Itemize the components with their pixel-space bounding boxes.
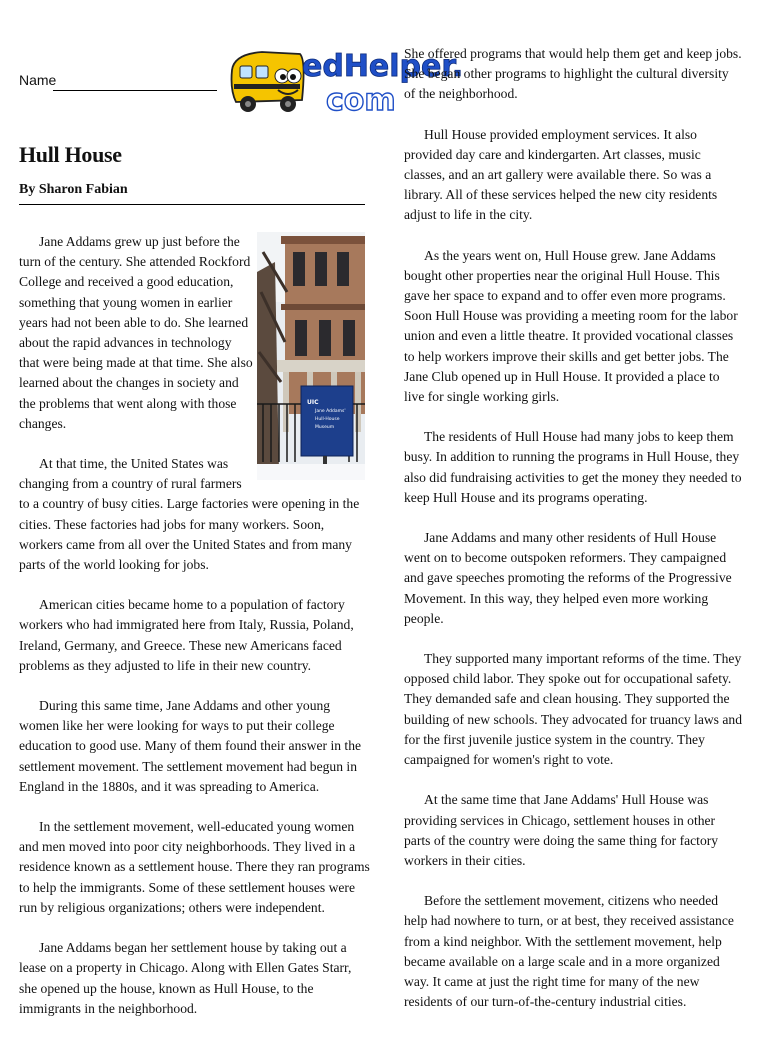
paragraph: Jane Addams and many other residents of Hull House went on to become outspoken reformers. They campaigned and gave speeches promoting the reforms of the Progressive Movement. In this way, they helped even more working people.	[404, 530, 732, 626]
paragraph: In the settlement movement, well-educated young women and men moved into poor city neighborhoods. They lived in a residence known as a settlement house. There they ran programs to help the immigrants. Some of these settlement houses were run by religious organizations; others were independent.	[19, 819, 370, 915]
right-column	[404, 44, 742, 1032]
article-byline: By Sharon Fabian	[19, 182, 128, 197]
paragraph: They supported many important reforms of the time. They opposed child labor. They spoke out for occupational safety. They demanded safe and clean housing. They supported the building of new schools. They advocated for truancy laws and for the first juvenile justice system in the country. They campaigned for women's right to vote.	[404, 651, 742, 768]
left-column	[19, 232, 371, 1039]
edhelper-logo	[222, 30, 464, 126]
svg-text:Hull-House: Hull-House	[315, 417, 340, 422]
paragraph: Before the settlement movement, citizens who needed help had nowhere to turn, or at best, they received assistance from a kind neighbor. With the settlement movement, help became available on a large scale and in a more organized way. It came at just the right time for many of the new residents of our turn-of-the-century industrial cities.	[404, 893, 734, 1010]
logo-text-top: edHelper.	[302, 49, 464, 84]
svg-text:UIC: UIC	[307, 399, 319, 406]
paragraph: Jane Addams began her settlement house by taking out a lease on a property in Chicago. Along with Ellen Gates Starr, she opened up the house, known as Hull House, to the immigrants in the neighborhood.	[19, 940, 352, 1016]
svg-text:Jane Addams': Jane Addams'	[315, 409, 346, 414]
paragraph: During this same time, Jane Addams and other young women like her were looking for ways to put their college education to good use. Many of them found their answer in the settlement movement. The settlement movement had begun in England in the 1880s, and it was spreading to America.	[19, 698, 362, 794]
school-bus-icon	[232, 52, 304, 112]
paragraph: She offered programs that would help them get and keep jobs. She began other programs to highlight the cultural diversity of the neighborhood.	[404, 46, 742, 102]
name-label: Name	[19, 72, 57, 88]
logo-text-bottom: com	[326, 83, 396, 118]
article-title: Hull House	[19, 142, 122, 167]
paragraph: As the years went on, Hull House grew. Jane Addams bought other properties near the original Hull House. This gave her space to expand and to offer even more programs. Soon Hull House was providing a meeting room for the labor union and even a little theatre. It provided vocational classes to help workers improve their skills and get better jobs. The Jane Club opened up in Hull House. It provided a place to live for single working girls.	[404, 247, 738, 405]
svg-text:Museum: Museum	[315, 425, 335, 430]
name-blank-line[interactable]	[53, 90, 217, 91]
paragraph: American cities became home to a population of factory workers who had immigrated here from Italy, Russia, Poland, Ireland, Germany, and Greece. These new Americans faced problems as they adjusted to life in their new country.	[19, 597, 354, 673]
paragraph: At the same time that Jane Addams' Hull House was providing services in Chicago, settlement houses in other parts of the country were doing the same thing for factory workers in their cities.	[404, 792, 719, 868]
paragraph: The residents of Hull House had many jobs to keep them busy. In addition to running the programs in Hull House, they also did fundraising activities to get the money they needed to keep Hull House and its programs operating.	[404, 429, 742, 505]
paragraph: Jane Addams grew up just before the turn of the century. She attended Rockford College and received a good education, something that young women in earlier years had not been able to do. She learned about the rapid advances in technology that were being made at that time. She also learned about the changes in society and the problems that went along with those changes.	[19, 234, 253, 431]
title-divider	[19, 204, 365, 205]
paragraph: Hull House provided employment services. It also provided day care and kindergarten. Art classes, music classes, and an art gallery were available there. So was a library. All of these services helped the new city residents adjust to life in the city.	[404, 126, 718, 223]
paragraph: At that time, the United States was changing from a country of rural farmers to a country of busy cities. Large factories were opening in the cities. These factories had jobs for many workers. Soon, workers came from all over the United States and from many parts of the world looking for jobs.	[19, 456, 360, 573]
